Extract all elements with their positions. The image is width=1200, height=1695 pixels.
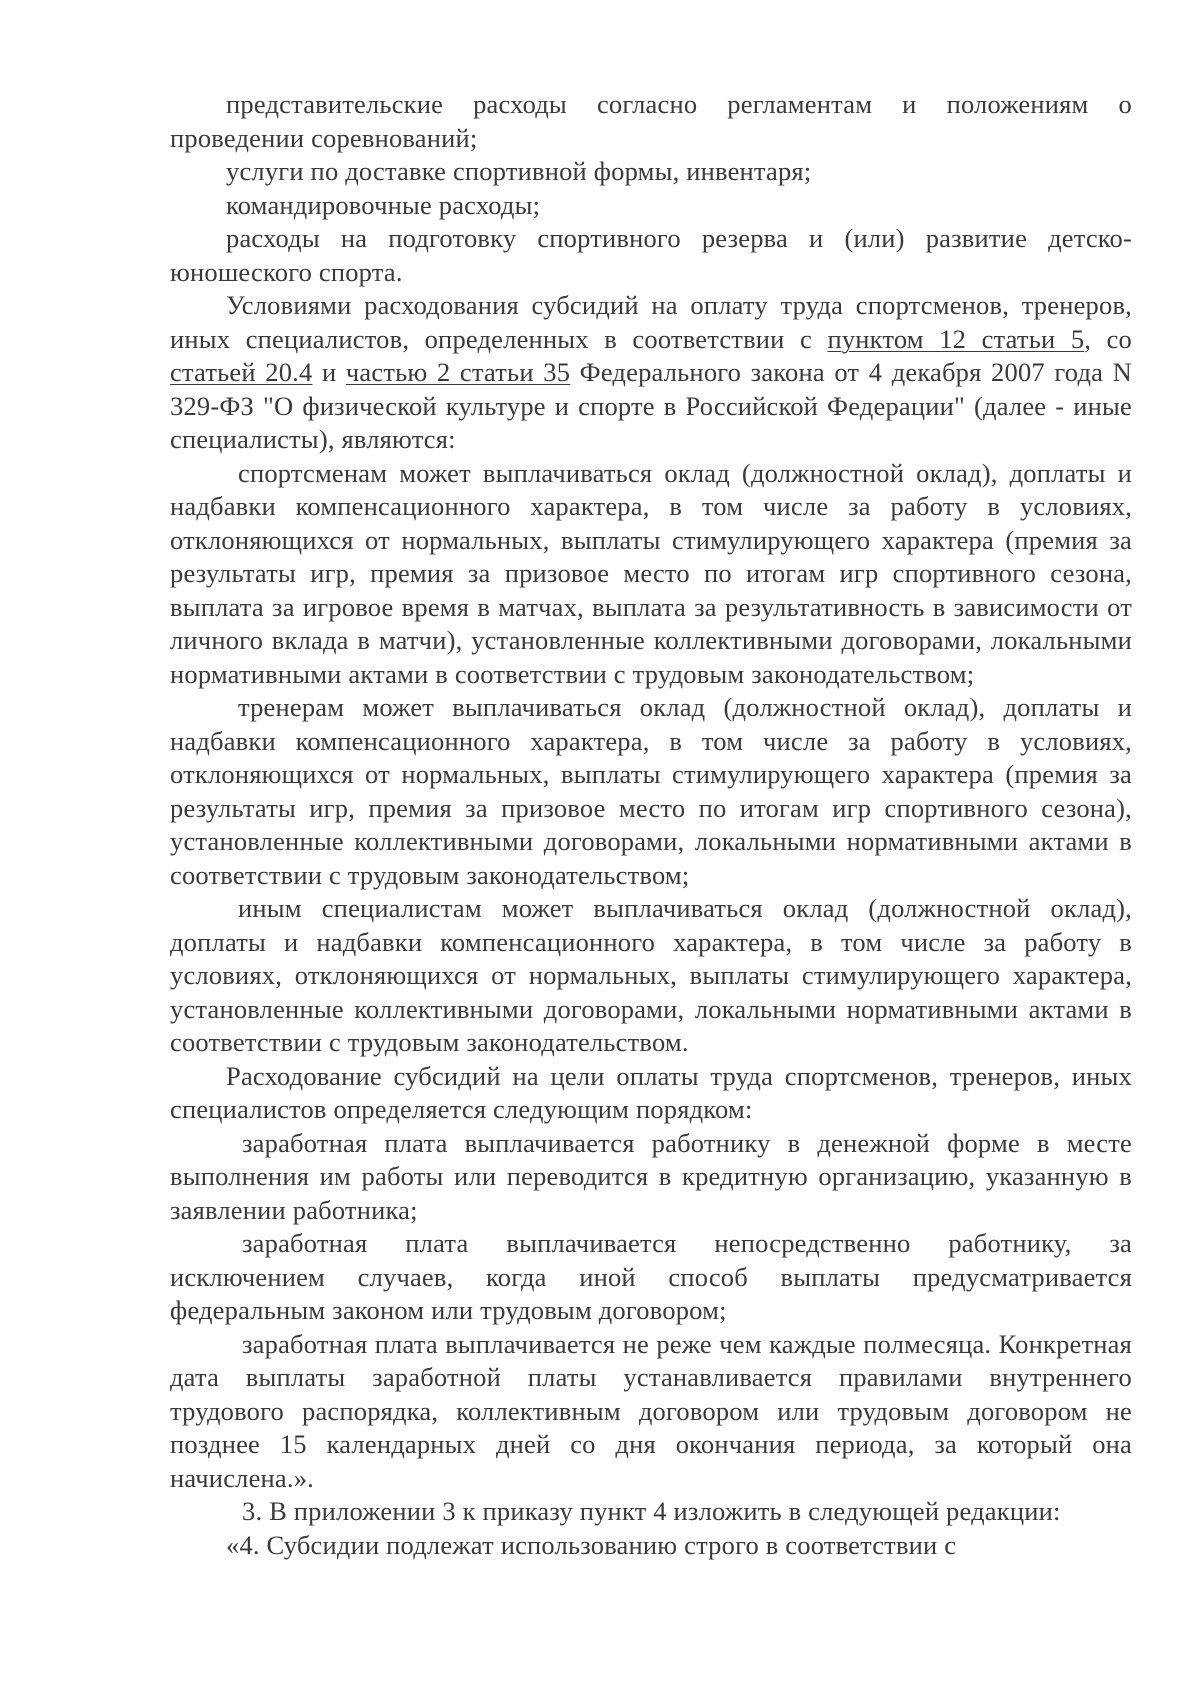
law-link-point-12[interactable]: пунктом 12 статьи 5 — [827, 323, 1085, 354]
paragraph-subsidies-use: «4. Субсидии подлежат использованию строго в соответствии с — [226, 1529, 957, 1560]
law-link-article-35[interactable]: частью 2 статьи 35 — [345, 357, 571, 387]
paragraph-sports-reserve: расходы на подготовку спортивного резерва и (или) развитие детско-юношеского спорта. — [170, 223, 1132, 287]
paragraph-travel-expenses: командировочные расходы; — [226, 189, 541, 220]
paragraph-coaches-pay: тренерам может выплачиваться оклад (должностной оклад), доплаты и надбавки компенсационного характера, в том числе за работу в условиях, отклоняющихся от нормальных, выплаты стимулирующего характера (премия за результаты игр, премия за призовое место по итогам игр спортивного сезона), установленные коллективными договорами, локальными нормативными актами в соответствии с трудовым законодательством; — [170, 692, 1132, 890]
paragraph-salary-direct-payment: заработная плата выплачивается непосредственно работнику, за исключением случаев, когда иной способ выплаты предусматривается федеральным законом или трудовым договором; — [170, 1228, 1132, 1325]
text-segment: Федерального закона от 4 декабря 2007 года N 329-ФЗ "О физической культуре и спорте в Российской Федерации" (далее - иные специалисты), являются: — [170, 357, 1132, 454]
text-segment: , со — [1084, 323, 1133, 354]
paragraph-appendix-amendment: 3. В приложении 3 к приказу пункт 4 изложить в следующей редакции: — [242, 1496, 1061, 1526]
paragraph-other-specialists-pay: иным специалистам может выплачиваться оклад (должностной оклад), доплаты и надбавки компенсационного характера, в том числе за работу в условиях, отклоняющихся от нормальных, выплаты стимулирующего характера, установленные коллективными договорами, локальными нормативными актами в соответствии с трудовым законодательством. — [170, 893, 1132, 1057]
document-page — [170, 88, 1132, 1562]
paragraph-delivery-services: услуги по доставке спортивной формы, инвентаря; — [226, 156, 812, 186]
paragraph-salary-frequency: заработная плата выплачивается не реже чем каждые полмесяца. Конкретная дата выплаты заработной платы устанавливается правилами внутреннего трудового распорядка, коллективным договором или трудовым договором не позднее 15 календарных дней со дня окончания периода, за который она начислена.». — [170, 1328, 1132, 1493]
law-link-article-20-4[interactable]: статьей 20.4 — [170, 357, 313, 387]
text-segment: и — [312, 357, 346, 387]
paragraph-representative-expenses: представительские расходы согласно регламентам и положениям о проведении соревнований; — [170, 89, 1132, 153]
paragraph-salary-conditions — [170, 289, 1132, 457]
paragraph-athletes-pay: спортсменам может выплачиваться оклад (должностной оклад), доплаты и надбавки компенсационного характера, в том числе за работу в условиях, отклоняющихся от нормальных, выплаты стимулирующего характера (премия за результаты игр, премия за призовое место по итогам игр спортивного сезона, выплата за игровое время в матчах, выплата за результативность в зависимости от личного вклада в матчи), установленные коллективными договорами, локальными нормативными актами в соответствии с трудовым законодательством; — [170, 457, 1132, 689]
text-segment: Условиями расходования субсидий на оплату труда спортсменов, тренеров, иных специалистов, определенных в соответствии с — [170, 290, 1132, 354]
paragraph-salary-payment-place: заработная плата выплачивается работнику в денежной форме в месте выполнения им работы или переводится в кредитную организацию, указанную в заявлении работника; — [170, 1127, 1132, 1225]
paragraph-spending-order: Расходование субсидий на цели оплаты труда спортсменов, тренеров, иных специалистов определяется следующим порядком: — [170, 1060, 1132, 1124]
